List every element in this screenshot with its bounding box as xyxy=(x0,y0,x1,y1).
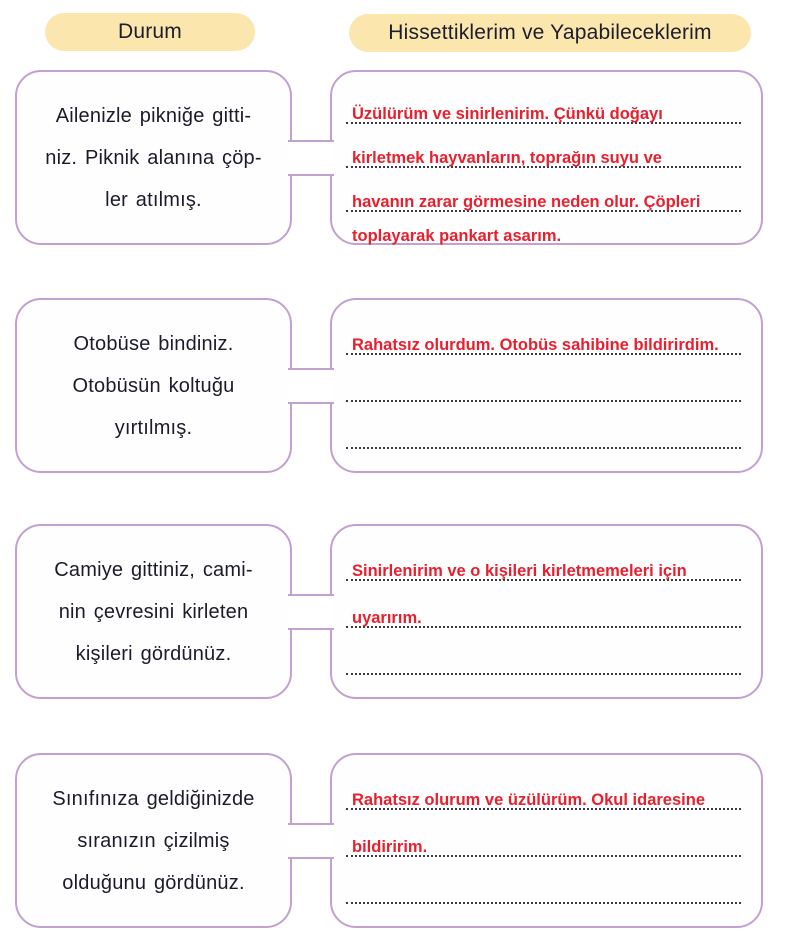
answer-text: Üzülürüm ve sinirlenirim. Çünkü doğayı xyxy=(352,104,663,123)
answer-text: Rahatsız olurdum. Otobüs sahibine bildirirdim. xyxy=(352,335,719,354)
worksheet-row-3 xyxy=(0,524,790,699)
answer-line[interactable] xyxy=(346,80,741,124)
situation-line: olduğunu gördünüz. xyxy=(62,871,245,894)
situation-box-1 xyxy=(15,70,292,245)
situation-line: niz. Piknik alanına çöp- xyxy=(45,146,262,169)
header-durum xyxy=(45,13,255,51)
situation-box-3 xyxy=(15,524,292,699)
answer-line[interactable] xyxy=(346,763,741,810)
worksheet-row-4 xyxy=(0,753,790,928)
situation-line: Sınıfınıza geldiğinizde xyxy=(52,787,255,810)
situation-line: kişileri gördünüz. xyxy=(75,642,232,665)
connector-bridge xyxy=(288,140,334,176)
header-hissettiklerim xyxy=(349,14,751,52)
answer-text: kirletmek hayvanların, toprağın suyu ve xyxy=(352,148,662,167)
answer-line[interactable] xyxy=(346,308,741,355)
situation-line: Otobüsün koltuğu xyxy=(72,374,235,397)
situation-line: ler atılmış. xyxy=(105,188,202,211)
answer-text: bildiririm. xyxy=(352,837,428,856)
answer-line[interactable] xyxy=(346,212,741,248)
answer-text: Rahatsız olurum ve üzülürüm. Okul idaresine xyxy=(352,790,705,809)
situation-line: Otobüse bindiniz. xyxy=(73,332,234,355)
answer-text: uyarırım. xyxy=(352,608,422,627)
connector-bridge xyxy=(288,594,334,630)
answer-text: Sinirlenirim ve o kişileri kirletmemeleri için xyxy=(352,561,687,580)
situation-line: nin çevresini kirleten xyxy=(58,600,249,623)
answer-line[interactable] xyxy=(346,402,741,449)
answer-box-3 xyxy=(330,524,763,699)
worksheet-row-1 xyxy=(0,70,790,245)
answer-line[interactable] xyxy=(346,168,741,212)
situation-line: sıranızın çizilmiş xyxy=(77,829,230,852)
answer-line[interactable] xyxy=(346,581,741,628)
situation-text xyxy=(73,323,235,449)
answer-line[interactable] xyxy=(346,124,741,168)
answer-line[interactable] xyxy=(346,810,741,857)
connector-bridge xyxy=(288,368,334,404)
situation-text xyxy=(52,778,254,904)
header-hissettiklerim-label: Hissettiklerim ve Yapabileceklerim xyxy=(388,21,712,44)
situation-text xyxy=(45,95,261,221)
situation-line: Ailenizle pikniğe gitti- xyxy=(55,104,252,127)
answer-line[interactable] xyxy=(346,355,741,402)
answer-text: havanın zarar görmesine neden olur. Çöpleri xyxy=(352,192,701,211)
answer-box-4 xyxy=(330,753,763,928)
situation-text xyxy=(54,549,252,675)
worksheet-row-2 xyxy=(0,298,790,473)
situation-box-2 xyxy=(15,298,292,473)
situation-line: yırtılmış. xyxy=(114,416,193,439)
answer-box-2 xyxy=(330,298,763,473)
situation-box-4 xyxy=(15,753,292,928)
situation-line: Camiye gittiniz, cami- xyxy=(54,558,253,581)
answer-text: toplayarak pankart asarım. xyxy=(352,226,562,245)
connector-bridge xyxy=(288,823,334,859)
answer-line[interactable] xyxy=(346,534,741,581)
header-durum-label: Durum xyxy=(117,20,182,43)
answer-box-1 xyxy=(330,70,763,245)
answer-line[interactable] xyxy=(346,857,741,904)
answer-line[interactable] xyxy=(346,628,741,675)
